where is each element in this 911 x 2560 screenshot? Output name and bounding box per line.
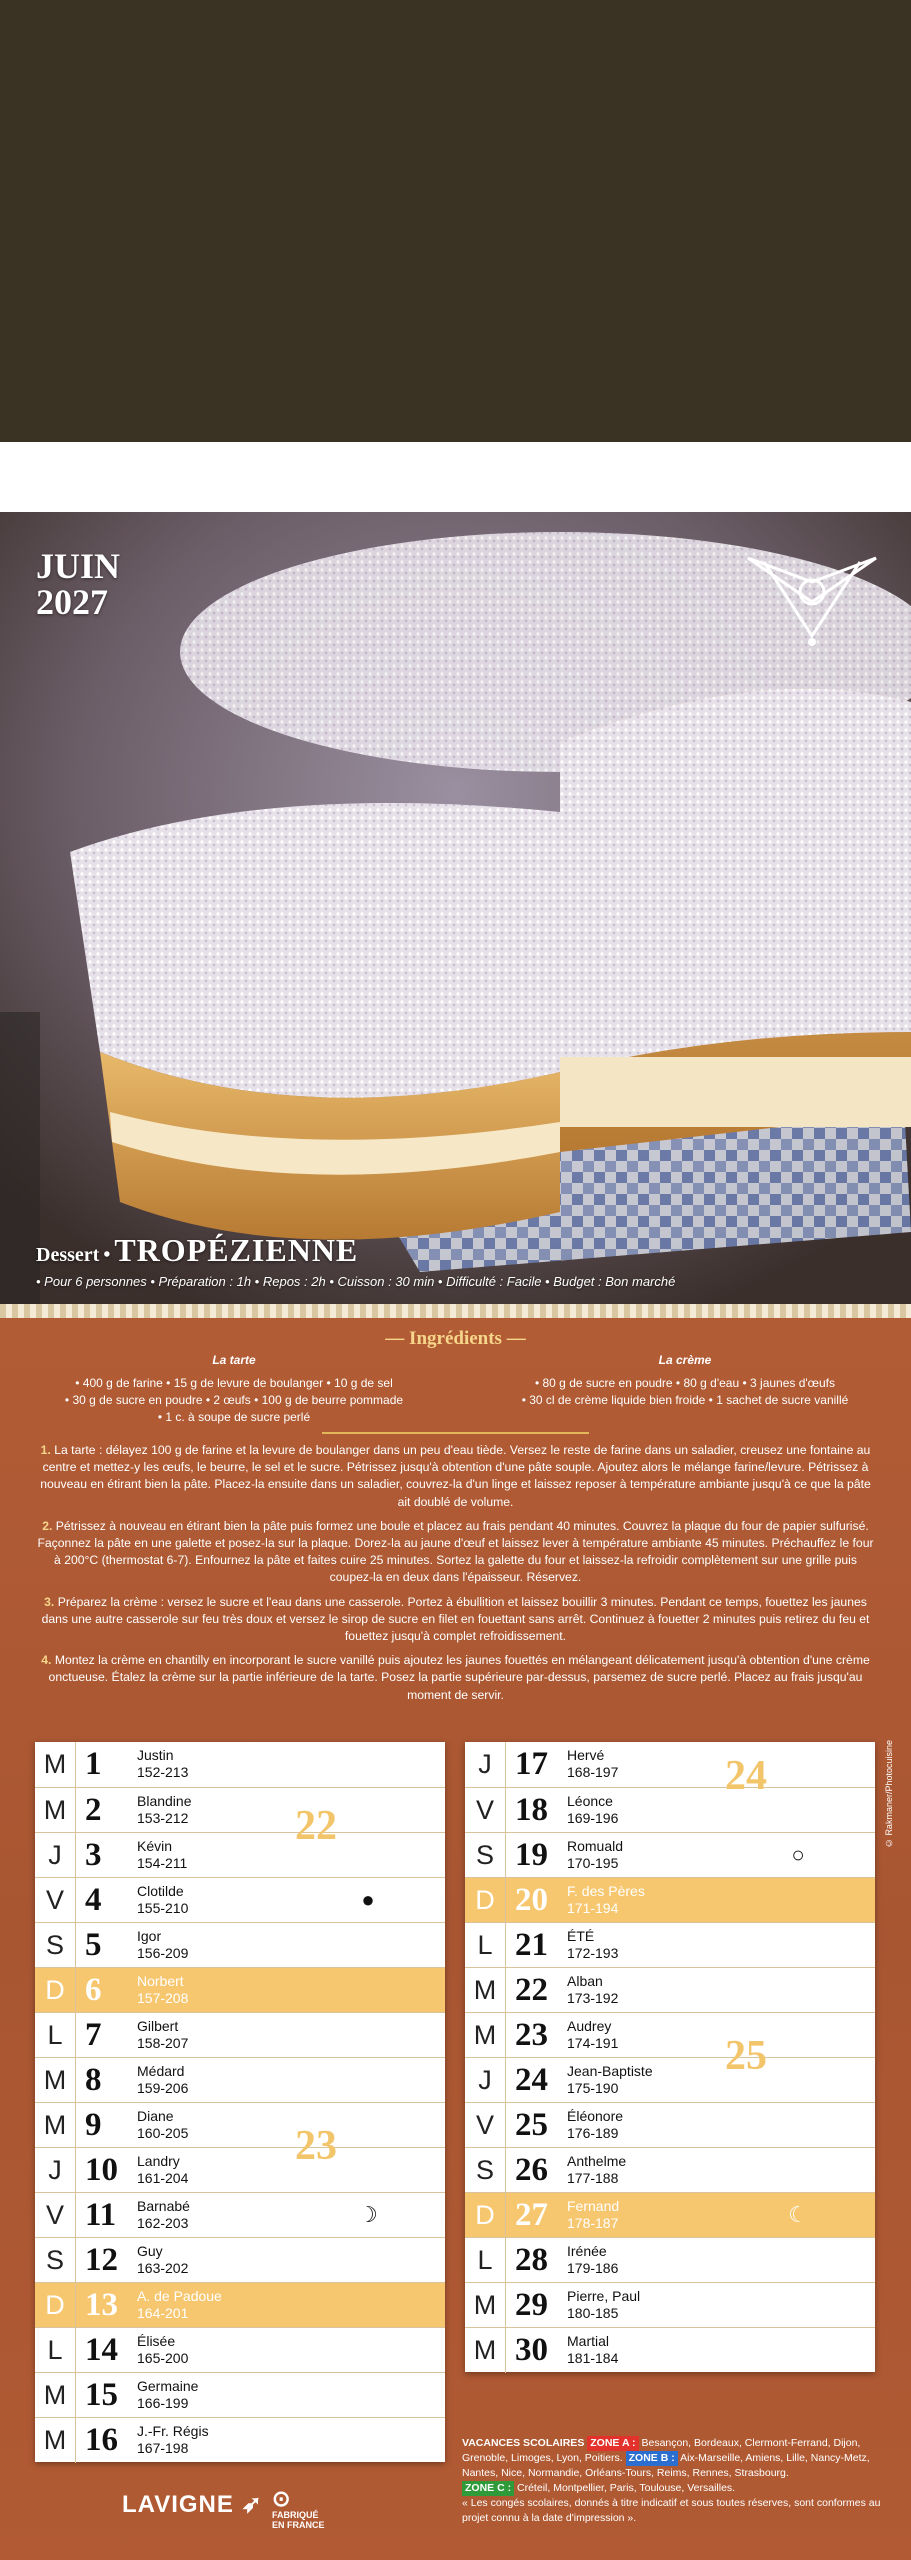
day-count: 173-192 <box>567 1990 619 2006</box>
day-count: 172-193 <box>567 1945 619 1961</box>
weekday-letter: D <box>465 1878 506 1923</box>
calendar-day-row <box>35 2372 445 2418</box>
step <box>34 1518 877 1587</box>
calendar-day-row <box>35 2282 445 2328</box>
pin-icon: ⊙ <box>272 2486 291 2511</box>
calendar-day-row <box>35 2192 445 2238</box>
tart-title: La tarte <box>212 1353 256 1367</box>
day-count: 171-194 <box>567 1900 619 1916</box>
weekday-letter: L <box>35 2328 76 2373</box>
day-number: 11 <box>85 2197 117 2233</box>
saint-name <box>137 1838 187 1872</box>
calendar-right <box>465 1742 875 2372</box>
day-count: 160-205 <box>137 2125 189 2141</box>
saint-name <box>137 2333 188 2367</box>
saint-name <box>137 1973 188 2007</box>
calendar-day-row <box>465 1877 875 1923</box>
day-count: 168-197 <box>567 1764 619 1780</box>
saint-name <box>567 2063 653 2097</box>
day-number: 15 <box>85 2377 118 2413</box>
tart-line: • 400 g de farine • 15 g de levure de boulanger • 10 g de sel <box>75 1376 393 1390</box>
day-count: 156-209 <box>137 1945 189 1961</box>
weekday-letter: M <box>465 1968 506 2013</box>
saint-name <box>137 2378 198 2412</box>
weekday-letter: D <box>465 2193 506 2238</box>
calendar-day-row <box>465 2237 875 2283</box>
weekday-letter: S <box>35 1923 76 1968</box>
weekday-letter: J <box>465 2058 506 2103</box>
day-number: 26 <box>515 2152 548 2188</box>
school-holidays <box>462 2436 882 2526</box>
saint: Gilbert <box>137 2018 179 2034</box>
saint-name <box>137 2198 190 2232</box>
calendar-day-row <box>465 1832 875 1878</box>
saint-name <box>567 1883 645 1917</box>
day-number: 24 <box>515 2062 548 2098</box>
saint: Igor <box>137 1928 162 1944</box>
calendar-day-row <box>35 2102 445 2148</box>
day-count: 159-206 <box>137 2080 189 2096</box>
weekday-letter: J <box>35 1833 76 1878</box>
recipe-steps <box>34 1442 877 1711</box>
day-count: 153-212 <box>137 1810 189 1826</box>
cream-title: La crème <box>658 1353 712 1367</box>
day-count: 167-198 <box>137 2440 189 2456</box>
day-count: 174-191 <box>567 2035 619 2051</box>
zone-b-badge: ZONE B : <box>626 2451 678 2466</box>
saint: Blandine <box>137 1793 192 1809</box>
day-number: 10 <box>85 2152 118 2188</box>
day-number: 16 <box>85 2422 118 2458</box>
calendar-day-row <box>35 1877 445 1923</box>
made-in-france-badge <box>272 2488 325 2530</box>
weekday-letter: M <box>35 2058 76 2103</box>
day-number: 3 <box>85 1837 102 1873</box>
saint: Pierre, Paul <box>567 2288 641 2304</box>
month-name: JUIN <box>36 546 121 586</box>
dish-separator: • <box>103 1244 111 1266</box>
brand-logo <box>122 2490 263 2519</box>
saint-name <box>137 2018 188 2052</box>
day-number: 21 <box>515 1927 548 1963</box>
saint: Fernand <box>567 2198 620 2214</box>
day-count: 176-189 <box>567 2125 619 2141</box>
day-count: 165-200 <box>137 2350 189 2366</box>
saint: Clotilde <box>137 1883 184 1899</box>
day-number: 25 <box>515 2107 548 2143</box>
tart-line: • 30 g de sucre en poudre • 2 œufs • 100 g de beurre pommade <box>64 1393 404 1407</box>
saint-name <box>137 2288 222 2322</box>
calendar-day-row <box>465 2102 875 2148</box>
calendar-day-row <box>35 2417 445 2463</box>
calendar-day-row <box>35 1922 445 1968</box>
calendar-day-row <box>35 2057 445 2103</box>
saint: Alban <box>567 1973 603 1989</box>
weekday-letter: M <box>35 2418 76 2463</box>
step-text: La tarte : délayez 100 g de farine et la levure de boulanger dans un peu d'eau tiède. Versez le reste de farine dans un saladier, creusez une fontaine au centre et mettez-y les œufs, le beurre, le sel et le sucre. Pétrissez jusqu'à obtention d'une pâte souple. Ajoutez alors le mélange farine/levure. Pétrissez à nouveau en étirant bien la pâte. Placez-la ensuite dans un saladier, couvrez-la d'un linge et laissez reposer à température ambiante jusqu'à ce que la pâte ait doublé de volume. <box>40 1443 871 1509</box>
saint-name <box>137 1883 188 1917</box>
saint-name <box>567 2333 618 2367</box>
saint-name <box>567 1973 618 2007</box>
zone-a-text: Besançon, Bordeaux, Clermont-Ferrand, Dijon, Grenoble, Limoges, Lyon, Poitiers. <box>462 2437 861 2464</box>
day-count: 158-207 <box>137 2035 189 2051</box>
saint-name <box>137 1793 192 1827</box>
day-number: 27 <box>515 2197 548 2233</box>
saint: Kévin <box>137 1838 173 1854</box>
day-number: 18 <box>515 1792 548 1828</box>
saint: Barnabé <box>137 2198 190 2214</box>
tart-ingredients <box>34 1375 434 1426</box>
day-count: 175-190 <box>567 2080 619 2096</box>
moon-phase-icon: ● <box>361 1887 375 1912</box>
saint-name <box>137 2063 188 2097</box>
day-number: 7 <box>85 2017 102 2053</box>
day-count: 157-208 <box>137 1990 189 2006</box>
calendar-left <box>35 1742 445 2462</box>
weekday-letter: M <box>35 2373 76 2418</box>
saint-name <box>567 1793 618 1827</box>
day-count: 152-213 <box>137 1764 189 1780</box>
saint: Hervé <box>567 1747 605 1763</box>
step-number: 4. <box>41 1653 52 1668</box>
saint-name <box>567 2153 626 2187</box>
saint: Médard <box>137 2063 185 2079</box>
day-number: 6 <box>85 1972 102 2008</box>
day-count: 179-186 <box>567 2260 619 2276</box>
month-title <box>36 548 120 620</box>
day-count: 178-187 <box>567 2215 619 2231</box>
year: 2027 <box>36 582 108 622</box>
holidays-note: « Les congés scolaires, donnés à titre indicatif et sous toutes réserves, sont conformes au projet connu à la date d'impression ». <box>462 2497 881 2524</box>
day-number: 19 <box>515 1837 548 1873</box>
step <box>34 1442 877 1511</box>
week-number: 22 <box>295 1803 337 1849</box>
saint: Irénée <box>567 2243 607 2259</box>
weekday-letter: V <box>465 1788 506 1833</box>
saint-name <box>567 2288 640 2322</box>
saint-name <box>567 1747 618 1781</box>
step <box>34 1652 877 1704</box>
saint-name <box>567 2243 618 2277</box>
weekday-letter: M <box>465 2013 506 2058</box>
photo-credit: © Rakmaner/Photocuisine <box>884 1740 894 1849</box>
day-count: 181-184 <box>567 2350 619 2366</box>
week-number: 23 <box>295 2123 337 2169</box>
weekday-letter: D <box>35 1968 76 2013</box>
calendar-day-row <box>35 2237 445 2283</box>
calendar-day-row <box>465 2282 875 2328</box>
step-text: Pétrissez à nouveau en étirant bien la pâte puis formez une boule et placez au frais pendant 40 minutes. Couvrez la plaque du four de papier sulfurisé. Façonnez la pâte en une galette et posez-la sur la plaque. Dorez-la au jaune d'œuf et laissez lever à température ambiante 45 minutes. Préchauffez le four à 200°C (thermostat 6-7). Enfournez la pâte et faites cuire 25 minutes. Sortez la galette du four et laissez-la refroidir complètement sur une grille puis coupez-la en deux dans l'épaisseur. Réservez. <box>37 1518 874 1585</box>
day-number: 17 <box>515 1746 548 1782</box>
step-text: Montez la crème en chantilly en incorporant le sucre vanillé puis ajoutez les jaunes fouettés en mélangeant délicatement jusqu'à obtention d'une crème onctueuse. Étalez la crème sur la partie inférieure de la tarte. Posez la partie supérieure par-dessus, parsemez de sucre perlé. Placez au frais jusqu'au moment de servir. <box>48 1653 870 1702</box>
zone-b-text: Aix-Marseille, Amiens, Lille, Nancy-Metz, Nantes, Nice, Normandie, Orléans-Tours, Reims, Rennes, Strasbourg. <box>462 2452 870 2479</box>
cream-line: • 30 cl de crème liquide bien froide • 1 sachet de sucre vanillé <box>521 1393 849 1407</box>
zone-a-badge: ZONE A : <box>587 2436 638 2451</box>
saint-name <box>567 2018 618 2052</box>
calendar-day-row <box>35 2012 445 2058</box>
saint: J.-Fr. Régis <box>137 2423 209 2439</box>
saint-name <box>567 2108 623 2142</box>
dish-name: TROPÉZIENNE <box>114 1232 359 1268</box>
day-count: 170-195 <box>567 1855 619 1871</box>
saint-name <box>137 2108 188 2142</box>
saint-name <box>567 2198 619 2232</box>
brand-name: LAVIGNE <box>122 2491 234 2518</box>
saint: Romuald <box>567 1838 624 1854</box>
calendar-day-row <box>35 1967 445 2013</box>
weekday-letter: V <box>35 1878 76 1923</box>
zone-c-text: Créteil, Montpellier, Paris, Toulouse, Versailles. <box>517 2482 736 2494</box>
moon-phase-icon: ☽ <box>358 2202 378 2227</box>
saint: Éléonore <box>567 2108 624 2124</box>
day-count: 161-204 <box>137 2170 189 2186</box>
day-number: 5 <box>85 1927 102 1963</box>
top-band <box>0 0 911 442</box>
weekday-letter: L <box>465 2238 506 2283</box>
calendar-day-row <box>35 1787 445 1833</box>
divider <box>322 1432 589 1434</box>
decorative-border-bottom <box>0 1304 911 1318</box>
calendar-day-row <box>465 2057 875 2103</box>
step-number: 2. <box>42 1518 53 1533</box>
day-count: 166-199 <box>137 2395 189 2411</box>
cream-line: • 80 g de sucre en poudre • 80 g d'eau • 3 jaunes d'œufs <box>534 1376 836 1390</box>
saint: F. des Pères <box>567 1883 645 1899</box>
weekday-letter: M <box>465 2283 506 2328</box>
day-count: 177-188 <box>567 2170 619 2186</box>
saint: Jean-Baptiste <box>567 2063 653 2079</box>
saint: Guy <box>137 2243 163 2259</box>
badge-line: EN FRANCE <box>272 2520 325 2530</box>
saint: Anthelme <box>567 2153 627 2169</box>
weekday-letter: S <box>465 2148 506 2193</box>
day-number: 2 <box>85 1792 102 1828</box>
day-number: 23 <box>515 2017 548 2053</box>
day-number: 28 <box>515 2242 548 2278</box>
step-text: Préparez la crème : versez le sucre et l'eau dans une casserole. Portez à ébullition et laissez bouillir 3 minutes. Pendant ce temps, fouettez les jaunes dans une autre casserole sur feu très doux et versez le sirop de sucre en filet en fouettant sans arrêt. Continuez à fouetter 2 minutes puis retirez du feu et fouettez jusqu'à complet refroidissement. <box>41 1594 870 1644</box>
compass-logo-icon <box>742 552 882 648</box>
saint: A. de Padoue <box>137 2288 222 2304</box>
weekday-letter: V <box>35 2193 76 2238</box>
weekday-letter: M <box>35 2103 76 2148</box>
dish-heading <box>36 1232 358 1269</box>
saint: Germaine <box>137 2378 199 2394</box>
weekday-letter: M <box>35 1788 76 1833</box>
holidays-title: VACANCES SCOLAIRES <box>462 2437 585 2449</box>
weekday-letter: L <box>465 1923 506 1968</box>
calendar-day-row <box>35 1832 445 1878</box>
calendar-day-row <box>465 2147 875 2193</box>
saint-name <box>137 2243 188 2277</box>
day-number: 30 <box>515 2332 548 2368</box>
weekday-letter: S <box>35 2238 76 2283</box>
saint: ÉTÉ <box>567 1928 595 1944</box>
saint: Audrey <box>567 2018 612 2034</box>
weekday-letter: M <box>465 2328 506 2373</box>
week-number: 24 <box>725 1753 767 1799</box>
calendar-day-row <box>35 2147 445 2193</box>
weekday-letter: S <box>465 1833 506 1878</box>
day-number: 29 <box>515 2287 548 2323</box>
calendar-day-row <box>465 2327 875 2373</box>
saint: Diane <box>137 2108 174 2124</box>
tart-line: • 1 c. à soupe de sucre perlé <box>157 1410 311 1424</box>
saint: Norbert <box>137 1973 184 1989</box>
saint: Élisée <box>137 2333 176 2349</box>
weekday-letter: D <box>35 2283 76 2328</box>
saint: Landry <box>137 2153 180 2169</box>
day-number: 13 <box>85 2287 118 2323</box>
weekday-letter: J <box>465 1742 506 1787</box>
day-count: 163-202 <box>137 2260 189 2276</box>
day-number: 12 <box>85 2242 118 2278</box>
day-count: 180-185 <box>567 2305 619 2321</box>
day-count: 155-210 <box>137 1900 189 1916</box>
white-band <box>0 442 911 512</box>
day-number: 9 <box>85 2107 102 2143</box>
day-count: 169-196 <box>567 1810 619 1826</box>
weekday-letter: V <box>465 2103 506 2148</box>
calendar-day-row <box>465 1922 875 1968</box>
step <box>34 1594 877 1646</box>
cream-ingredients <box>490 1375 880 1409</box>
saint-name <box>137 1928 188 1962</box>
week-number: 25 <box>725 2033 767 2079</box>
calendar-day-row <box>35 2327 445 2373</box>
weekday-letter: M <box>35 1742 76 1787</box>
calendar-day-row <box>465 1967 875 2013</box>
saint-name <box>137 2423 209 2457</box>
dish-kind: Dessert <box>36 1244 100 1266</box>
day-number: 4 <box>85 1882 102 1918</box>
moon-phase-icon: ☾ <box>788 2202 808 2227</box>
weekday-letter: L <box>35 2013 76 2058</box>
ingredients-title: — Ingrédients — <box>385 1328 526 1349</box>
weekday-letter: J <box>35 2148 76 2193</box>
moon-phase-icon: ○ <box>791 1842 805 1867</box>
day-number: 22 <box>515 1972 548 2008</box>
calendar-day-row <box>465 1787 875 1833</box>
day-number: 14 <box>85 2332 118 2368</box>
badge-line: FABRIQUÉ <box>272 2510 319 2520</box>
day-count: 164-201 <box>137 2305 189 2321</box>
step-number: 1. <box>40 1443 51 1457</box>
zone-c-badge: ZONE C : <box>462 2481 514 2496</box>
saint-name <box>137 2153 188 2187</box>
recipe-meta: • Pour 6 personnes • Préparation : 1h • Repos : 2h • Cuisson : 30 min • Difficulté : Facile • Budget : Bon marché <box>36 1274 676 1289</box>
calendar-day-row <box>465 2192 875 2238</box>
saint-name <box>137 1747 188 1781</box>
saint: Léonce <box>567 1793 613 1809</box>
day-number: 8 <box>85 2062 102 2098</box>
calendar-day-row <box>465 1742 875 1787</box>
bird-icon: ➶ <box>241 2491 263 2518</box>
day-number: 1 <box>85 1746 102 1782</box>
day-count: 154-211 <box>137 1855 188 1871</box>
saint: Justin <box>137 1747 174 1763</box>
calendar-day-row <box>35 1742 445 1787</box>
saint-name <box>567 1928 618 1962</box>
day-number: 20 <box>515 1882 548 1918</box>
saint-name <box>567 1838 623 1872</box>
calendar-day-row <box>465 2012 875 2058</box>
saint: Martial <box>567 2333 610 2349</box>
day-count: 162-203 <box>137 2215 189 2231</box>
step-number: 3. <box>44 1594 55 1609</box>
